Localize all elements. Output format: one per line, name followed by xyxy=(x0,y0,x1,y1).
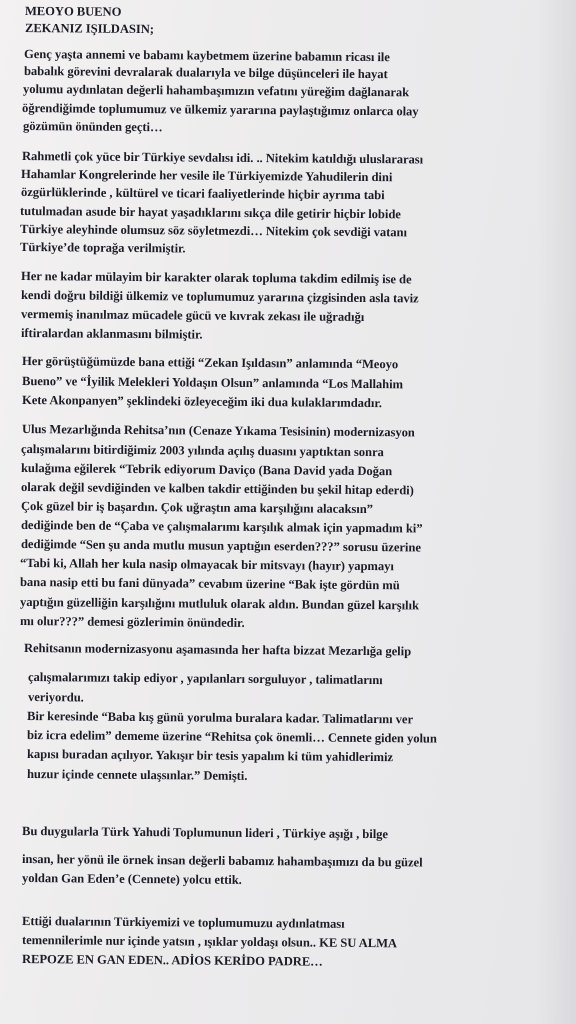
paragraph-line: babalık görevini devralarak dualarıyla ve bilge düşünceleri ile hayat xyxy=(23,64,388,82)
paragraph-line: dediğinde ben de “Çaba ve çalışmalarımı karşılık almak için yapmadım ki” xyxy=(20,518,423,536)
paragraph-line: olarak değil sevdiğinden ve kalben takdir ettiğinden bu şekil hitap ederdi) xyxy=(20,480,414,498)
header-line: MEOYO BUENO xyxy=(24,4,122,19)
paragraph-line: REPOZE EN GAN EDEN.. ADİOS KERİDO PADRE… xyxy=(21,952,323,969)
paragraph-line: Her görüştüğümüzde bana ettiği “Zekan Işıldasın” anlamında “Meoyo xyxy=(21,354,399,372)
paragraph-line: gözümün önünden geçti… xyxy=(22,119,163,135)
paragraph-line: Bu duygularla Türk Yahudi Toplumunun lideri , Türkiye aşığı , bilge xyxy=(21,824,389,842)
header-line: ZEKANIZ IŞILDASIN; xyxy=(24,21,154,37)
paragraph-line: biz icra edelim” dememe üzerine “Rehitsa çok önemli… Cennete giden yolun xyxy=(26,728,437,746)
paragraph-line: veriyordu. xyxy=(27,690,84,705)
paragraph-line: insan, her yönü ile örnek insan değerli babamız hahambaşımızı da bu güzel xyxy=(21,852,423,870)
paragraph-line: Çok güzel bir iş başardın. Çok uğraştın ama karşılığını alacaksın” xyxy=(20,499,374,517)
paragraph-line: Bueno” ve “İyilik Melekleri Yoldaşın Olsun” anlamında “Los Mallahim xyxy=(21,374,404,392)
paragraph-line: Ulus Mezarlığında Rehitsa’nın (Cenaze Yıkama Tesisinin) modernizasyon xyxy=(21,422,415,440)
paragraph-line: Hahamlar Kongrelerinde her vesile ile Türkiyemizde Yahudilerin dini xyxy=(20,167,393,185)
paragraph-line: yolumu aydınlatan değerli hahambaşımızın vefatını yüreğim dağlanarak xyxy=(22,82,410,100)
paragraph-line: kapısı buradan açılıyor. Yakışır bir tesis yapalım ki tüm yahidlerimiz xyxy=(26,747,394,765)
paragraph-line: tutulmadan asude bir hayat yaşadıklarını sıkça dile getirir hiçbir lobide xyxy=(19,204,401,222)
paragraph-line: Türkiye’de toprağa verilmiştir. xyxy=(19,240,186,256)
paragraph-line: Rehitsanın modernizasyonu aşamasında her hafta bizzat Mezarlığa gelip xyxy=(23,641,412,659)
paragraph-line: temennilerimle nur içinde yatsın , ışıklar yoldaşı olsun.. KE SU ALMA xyxy=(21,933,398,951)
paragraph-line: öğrendiğimde toplumumuz ve ülkemiz yararına paylaştığımız onlarca olay xyxy=(21,101,419,119)
paragraph-line: “Tabi ki, Allah her kula nasip olmayacak bir mitsvayı (hayır) yapmayı xyxy=(19,556,394,574)
paragraph-line: Ettiği dualarının Türkiyemizi ve toplumumuzu aydınlatması xyxy=(21,914,345,931)
paragraph-line: vermemiş inanılmaz mücadele gücü ve kıvrak zekası ile uğradığı xyxy=(20,307,365,324)
paragraph-line: Türkiye aleyhinde olumsuz söz söyletmezdi… Nitekim çok sevdiği vatanı xyxy=(19,222,408,240)
paragraph-line: kulağıma eğilerek “Tebrik ediyorum Daviço (Bana David yada Doğan xyxy=(20,461,393,479)
paragraph-line: Kete Akonpanyen” şeklindeki özleyeceğim iki dua kulaklarımdadır. xyxy=(21,393,382,411)
paragraph-line: Her ne kadar mülayim bir karakter olarak topluma takdim edilmiş ise de xyxy=(20,269,412,287)
paragraph-line: yaptığın güzelliğin karşılığını mutluluk olarak aldın. Bundan güzel karşılık xyxy=(19,595,420,613)
paragraph-line: mı olur???” demesi gözlerimin önündedir. xyxy=(19,614,245,630)
paragraph-line: Bir keresinde “Baba kış günü yorulma buralara kadar. Talimatlarını ver xyxy=(26,709,414,727)
paragraph-line: çalışmalarını bitirdiğimiz 2003 yılında açılış duasını yaptıktan sonra xyxy=(20,442,384,460)
paragraph-line: dediğimde “Sen şu anda mutlu musun yaptığın eserden???” sorusu üzerine xyxy=(20,537,421,555)
paragraph-line: Rahmetli çok yüce bir Türkiye sevdalısı idi. .. Nitekim katıldığı uluslararası xyxy=(21,149,424,167)
paragraph-line: huzur içinde cennete ulaşsınlar.” Demişti. xyxy=(26,767,248,783)
paragraph-line: yoldan Gan Eden’e (Cennete) yolcu ettik. xyxy=(21,871,242,887)
paragraph-line: iftiralardan aklanmasını bilmiştir. xyxy=(20,326,203,342)
paragraph-line: çalışmalarımızı takip ediyor , yapılanları sorguluyor , talimatlarını xyxy=(27,670,383,688)
paragraph-line: bana nasip etti bu fani dünyada” cevabım üzerine “Bak işte gördün mü xyxy=(19,575,400,593)
paragraph-line: kendi doğru bildiği ülkemiz ve toplumumuz yararına çizgisinden asla taviz xyxy=(20,288,419,306)
paragraph-line: Genç yaşta annemi ve babamı kaybetmem üzerine babamın ricası ile xyxy=(23,47,390,65)
paragraph-line: özgürlüklerinde , kültürel ve ticari faaliyetlerinde hiçbir ayrıma tabi xyxy=(20,185,385,203)
